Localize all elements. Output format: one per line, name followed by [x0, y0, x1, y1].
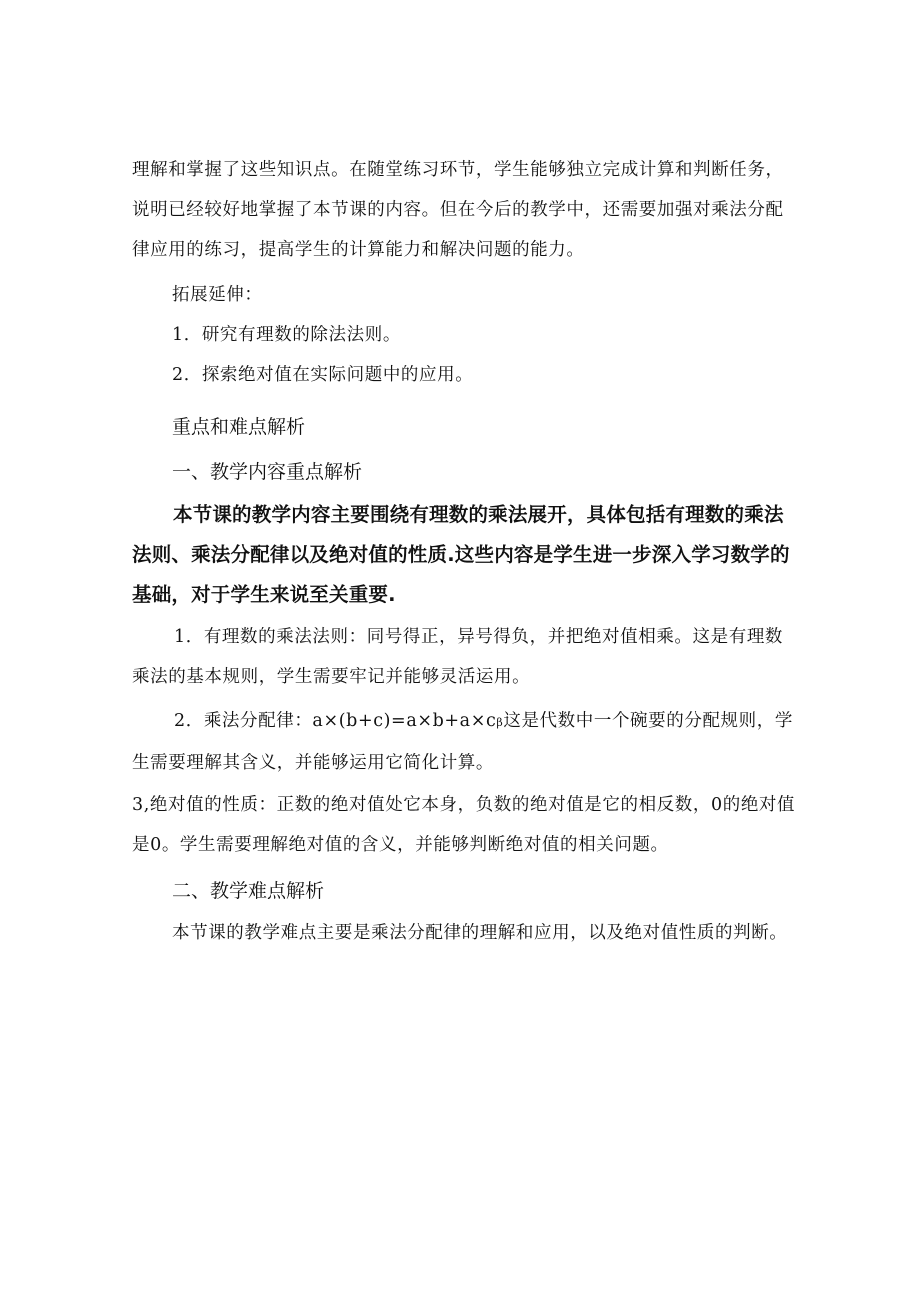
point-2-formula: 2．乘法分配律：a×(b+c)=a×b+a×c: [174, 711, 497, 731]
part2-body: 本节课的教学难点主要是乘法分配律的理解和应用，以及绝对值性质的判断。: [172, 923, 788, 943]
part2-title: 二、教学难点解析: [172, 880, 325, 902]
point-3: 3,绝对值的性质：正数的绝对值处它本身，负数的绝对值是它的相反数，0的绝对值是0。学生需要理解绝对值的含义，并能够判断绝对值的相关问题。: [132, 795, 796, 855]
summary-paragraph: 理解和掌握了这些知识点。在随堂练习环节，学生能够独立完成计算和判断任务，说明已经较好地掌握了本节课的内容。但在今后的教学中，还需要加强对乘法分配律应用的练习，提高学生的计算能力和解决问题的能力。: [132, 160, 784, 260]
point-2: [132, 701, 797, 783]
extension-title: 拓展延伸：: [172, 285, 263, 305]
part1-body: 本节课的教学内容主要围绕有理数的乘法展开，具体包括有理数的乘法法则、乘法分配律以及绝对值的性质.这些内容是学生进一步深入学习数学的基础，对于学生来说至关重要.: [132, 503, 790, 606]
extension-item-2: 2．探索绝对值在实际问题中的应用。: [172, 365, 474, 385]
point-2-text: 这是代数中一个碗要的分配规则，学生需要理解其含义，并能够运用它简化计算。: [132, 711, 793, 773]
extension-item-1: 1．研究有理数的除法法则。: [172, 325, 401, 345]
point-2-mark: β: [496, 716, 504, 729]
point-1: 1．有理数的乘法法则：同号得正，异号得负，并把绝对值相乘。这是有理数乘法的基本规则，学生需要牢记并能够灵活运用。: [132, 627, 784, 687]
part1-title: 一、教学内容重点解析: [172, 461, 363, 483]
section-title: 重点和难点解析: [172, 416, 306, 438]
